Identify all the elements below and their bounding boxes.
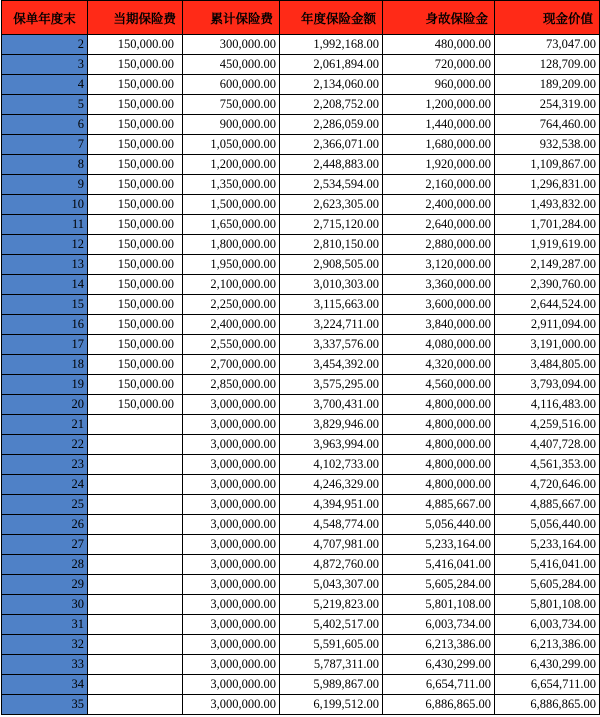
- header-death-benefit: 身故保险金: [383, 1, 495, 35]
- table-row: [2, 35, 600, 55]
- annual-sum-insured-cell: 3,454,392.00: [280, 355, 383, 375]
- cash-value-cell: 2,390,760.00: [495, 275, 600, 295]
- cumulative-premium-cell: 3,000,000.00: [183, 595, 280, 615]
- table-row: [2, 595, 600, 615]
- death-benefit-cell: 1,920,000.00: [383, 155, 495, 175]
- table-row: [2, 415, 600, 435]
- death-benefit-cell: 6,430,299.00: [383, 655, 495, 675]
- current-premium-cell: [88, 435, 183, 455]
- current-premium-cell: 150,000.00: [88, 115, 183, 135]
- annual-sum-insured-cell: 2,366,071.00: [280, 135, 383, 155]
- cash-value-cell: 1,493,832.00: [495, 195, 600, 215]
- annual-sum-insured-cell: 1,992,168.00: [280, 35, 383, 55]
- cash-value-cell: 254,319.00: [495, 95, 600, 115]
- current-premium-cell: 150,000.00: [88, 295, 183, 315]
- cumulative-premium-cell: 2,700,000.00: [183, 355, 280, 375]
- policy-year-cell: 3: [2, 55, 88, 75]
- policy-year-cell: 12: [2, 235, 88, 255]
- annual-sum-insured-cell: 5,043,307.00: [280, 575, 383, 595]
- cumulative-premium-cell: 600,000.00: [183, 75, 280, 95]
- cumulative-premium-cell: 3,000,000.00: [183, 555, 280, 575]
- header-annual-sum-insured: 年度保险金额: [280, 1, 383, 35]
- death-benefit-cell: 4,800,000.00: [383, 475, 495, 495]
- cash-value-cell: 5,605,284.00: [495, 575, 600, 595]
- policy-year-cell: 22: [2, 435, 88, 455]
- table-header: [2, 1, 600, 35]
- cash-value-cell: 4,561,353.00: [495, 455, 600, 475]
- current-premium-cell: 150,000.00: [88, 255, 183, 275]
- current-premium-cell: [88, 615, 183, 635]
- death-benefit-cell: 5,233,164.00: [383, 535, 495, 555]
- policy-year-cell: 26: [2, 515, 88, 535]
- table-row: [2, 55, 600, 75]
- cash-value-cell: 4,259,516.00: [495, 415, 600, 435]
- insurance-benefit-table: [1, 0, 600, 715]
- death-benefit-cell: 2,160,000.00: [383, 175, 495, 195]
- death-benefit-cell: 2,880,000.00: [383, 235, 495, 255]
- death-benefit-cell: 1,440,000.00: [383, 115, 495, 135]
- table-row: [2, 175, 600, 195]
- table-row: [2, 375, 600, 395]
- annual-sum-insured-cell: 2,208,752.00: [280, 95, 383, 115]
- policy-year-cell: 7: [2, 135, 88, 155]
- annual-sum-insured-cell: 5,591,605.00: [280, 635, 383, 655]
- current-premium-cell: [88, 475, 183, 495]
- cash-value-cell: 6,213,386.00: [495, 635, 600, 655]
- policy-year-cell: 11: [2, 215, 88, 235]
- policy-year-cell: 28: [2, 555, 88, 575]
- death-benefit-cell: 1,680,000.00: [383, 135, 495, 155]
- policy-year-cell: 23: [2, 455, 88, 475]
- current-premium-cell: 150,000.00: [88, 35, 183, 55]
- current-premium-cell: [88, 675, 183, 695]
- cash-value-cell: 1,701,284.00: [495, 215, 600, 235]
- cash-value-cell: 73,047.00: [495, 35, 600, 55]
- annual-sum-insured-cell: 3,010,303.00: [280, 275, 383, 295]
- death-benefit-cell: 5,056,440.00: [383, 515, 495, 535]
- cumulative-premium-cell: 3,000,000.00: [183, 495, 280, 515]
- death-benefit-cell: 4,800,000.00: [383, 455, 495, 475]
- cumulative-premium-cell: 3,000,000.00: [183, 655, 280, 675]
- death-benefit-cell: 4,800,000.00: [383, 435, 495, 455]
- cash-value-cell: 4,407,728.00: [495, 435, 600, 455]
- cash-value-cell: 764,460.00: [495, 115, 600, 135]
- cash-value-cell: 2,911,094.00: [495, 315, 600, 335]
- cumulative-premium-cell: 2,250,000.00: [183, 295, 280, 315]
- cash-value-cell: 5,233,164.00: [495, 535, 600, 555]
- policy-year-cell: 14: [2, 275, 88, 295]
- cumulative-premium-cell: 1,350,000.00: [183, 175, 280, 195]
- cash-value-cell: 2,149,287.00: [495, 255, 600, 275]
- cash-value-cell: 5,801,108.00: [495, 595, 600, 615]
- current-premium-cell: 150,000.00: [88, 195, 183, 215]
- death-benefit-cell: 4,800,000.00: [383, 395, 495, 415]
- policy-year-cell: 9: [2, 175, 88, 195]
- current-premium-cell: [88, 555, 183, 575]
- policy-year-cell: 33: [2, 655, 88, 675]
- cash-value-cell: 4,720,646.00: [495, 475, 600, 495]
- cash-value-cell: 1,296,831.00: [495, 175, 600, 195]
- table-row: [2, 155, 600, 175]
- death-benefit-cell: 4,885,667.00: [383, 495, 495, 515]
- cumulative-premium-cell: 3,000,000.00: [183, 635, 280, 655]
- current-premium-cell: 150,000.00: [88, 275, 183, 295]
- death-benefit-cell: 3,840,000.00: [383, 315, 495, 335]
- table-row: [2, 275, 600, 295]
- annual-sum-insured-cell: 3,700,431.00: [280, 395, 383, 415]
- death-benefit-cell: 6,886,865.00: [383, 695, 495, 715]
- annual-sum-insured-cell: 2,810,150.00: [280, 235, 383, 255]
- policy-year-cell: 18: [2, 355, 88, 375]
- cash-value-cell: 6,886,865.00: [495, 695, 600, 715]
- cash-value-cell: 5,056,440.00: [495, 515, 600, 535]
- annual-sum-insured-cell: 4,548,774.00: [280, 515, 383, 535]
- policy-year-cell: 24: [2, 475, 88, 495]
- policy-year-cell: 20: [2, 395, 88, 415]
- cumulative-premium-cell: 3,000,000.00: [183, 415, 280, 435]
- cumulative-premium-cell: 3,000,000.00: [183, 395, 280, 415]
- current-premium-cell: [88, 595, 183, 615]
- policy-year-cell: 27: [2, 535, 88, 555]
- table-row: [2, 695, 600, 715]
- annual-sum-insured-cell: 3,829,946.00: [280, 415, 383, 435]
- current-premium-cell: [88, 415, 183, 435]
- cash-value-cell: 1,109,867.00: [495, 155, 600, 175]
- annual-sum-insured-cell: 3,115,663.00: [280, 295, 383, 315]
- table-row: [2, 115, 600, 135]
- current-premium-cell: 150,000.00: [88, 95, 183, 115]
- cumulative-premium-cell: 3,000,000.00: [183, 675, 280, 695]
- policy-year-cell: 35: [2, 695, 88, 715]
- header-current-premium: 当期保险费: [88, 1, 183, 35]
- annual-sum-insured-cell: 4,872,760.00: [280, 555, 383, 575]
- cumulative-premium-cell: 2,100,000.00: [183, 275, 280, 295]
- table-row: [2, 135, 600, 155]
- header-policy-year: 保单年度末: [2, 1, 88, 35]
- annual-sum-insured-cell: 5,989,867.00: [280, 675, 383, 695]
- table-row: [2, 575, 600, 595]
- current-premium-cell: [88, 495, 183, 515]
- policy-year-cell: 6: [2, 115, 88, 135]
- death-benefit-cell: 6,003,734.00: [383, 615, 495, 635]
- table-row: [2, 655, 600, 675]
- table-row: [2, 555, 600, 575]
- current-premium-cell: 150,000.00: [88, 315, 183, 335]
- annual-sum-insured-cell: 2,448,883.00: [280, 155, 383, 175]
- table-row: [2, 95, 600, 115]
- death-benefit-cell: 2,640,000.00: [383, 215, 495, 235]
- policy-year-cell: 5: [2, 95, 88, 115]
- policy-year-cell: 34: [2, 675, 88, 695]
- current-premium-cell: 150,000.00: [88, 335, 183, 355]
- cash-value-cell: 5,416,041.00: [495, 555, 600, 575]
- cumulative-premium-cell: 2,550,000.00: [183, 335, 280, 355]
- current-premium-cell: 150,000.00: [88, 375, 183, 395]
- table-row: [2, 255, 600, 275]
- cumulative-premium-cell: 1,050,000.00: [183, 135, 280, 155]
- cumulative-premium-cell: 2,850,000.00: [183, 375, 280, 395]
- cumulative-premium-cell: 3,000,000.00: [183, 575, 280, 595]
- cumulative-premium-cell: 300,000.00: [183, 35, 280, 55]
- policy-year-cell: 2: [2, 35, 88, 55]
- current-premium-cell: [88, 575, 183, 595]
- header-cumulative-premium: 累计保险费: [183, 1, 280, 35]
- death-benefit-cell: 960,000.00: [383, 75, 495, 95]
- annual-sum-insured-cell: 4,102,733.00: [280, 455, 383, 475]
- death-benefit-cell: 5,416,041.00: [383, 555, 495, 575]
- cash-value-cell: 4,885,667.00: [495, 495, 600, 515]
- cumulative-premium-cell: 1,200,000.00: [183, 155, 280, 175]
- cash-value-cell: 3,484,805.00: [495, 355, 600, 375]
- annual-sum-insured-cell: 2,134,060.00: [280, 75, 383, 95]
- table-row: [2, 395, 600, 415]
- table-row: [2, 355, 600, 375]
- cumulative-premium-cell: 3,000,000.00: [183, 515, 280, 535]
- death-benefit-cell: 4,080,000.00: [383, 335, 495, 355]
- table-row: [2, 535, 600, 555]
- table-row: [2, 635, 600, 655]
- table-row: [2, 495, 600, 515]
- death-benefit-cell: 3,600,000.00: [383, 295, 495, 315]
- annual-sum-insured-cell: 3,224,711.00: [280, 315, 383, 335]
- table-row: [2, 215, 600, 235]
- policy-year-cell: 30: [2, 595, 88, 615]
- annual-sum-insured-cell: 4,246,329.00: [280, 475, 383, 495]
- table-row: [2, 675, 600, 695]
- cumulative-premium-cell: 1,650,000.00: [183, 215, 280, 235]
- table-row: [2, 75, 600, 95]
- table-row: [2, 475, 600, 495]
- table-row: [2, 615, 600, 635]
- cumulative-premium-cell: 2,400,000.00: [183, 315, 280, 335]
- cumulative-premium-cell: 3,000,000.00: [183, 695, 280, 715]
- cumulative-premium-cell: 450,000.00: [183, 55, 280, 75]
- death-benefit-cell: 480,000.00: [383, 35, 495, 55]
- current-premium-cell: 150,000.00: [88, 215, 183, 235]
- cumulative-premium-cell: 3,000,000.00: [183, 435, 280, 455]
- annual-sum-insured-cell: 2,908,505.00: [280, 255, 383, 275]
- policy-year-cell: 21: [2, 415, 88, 435]
- cash-value-cell: 6,654,711.00: [495, 675, 600, 695]
- table-row: [2, 335, 600, 355]
- policy-year-cell: 10: [2, 195, 88, 215]
- cash-value-cell: 6,430,299.00: [495, 655, 600, 675]
- current-premium-cell: 150,000.00: [88, 175, 183, 195]
- current-premium-cell: 150,000.00: [88, 235, 183, 255]
- cumulative-premium-cell: 750,000.00: [183, 95, 280, 115]
- header-row: [2, 1, 600, 35]
- death-benefit-cell: 4,800,000.00: [383, 415, 495, 435]
- cumulative-premium-cell: 1,500,000.00: [183, 195, 280, 215]
- cash-value-cell: 2,644,524.00: [495, 295, 600, 315]
- death-benefit-cell: 5,605,284.00: [383, 575, 495, 595]
- current-premium-cell: 150,000.00: [88, 55, 183, 75]
- cash-value-cell: 932,538.00: [495, 135, 600, 155]
- cumulative-premium-cell: 1,800,000.00: [183, 235, 280, 255]
- table-row: [2, 455, 600, 475]
- cash-value-cell: 6,003,734.00: [495, 615, 600, 635]
- header-cash-value: 现金价值: [495, 1, 600, 35]
- death-benefit-cell: 6,213,386.00: [383, 635, 495, 655]
- annual-sum-insured-cell: 3,963,994.00: [280, 435, 383, 455]
- death-benefit-cell: 720,000.00: [383, 55, 495, 75]
- table-body: [2, 35, 600, 715]
- death-benefit-cell: 3,120,000.00: [383, 255, 495, 275]
- policy-year-cell: 17: [2, 335, 88, 355]
- annual-sum-insured-cell: 5,219,823.00: [280, 595, 383, 615]
- policy-year-cell: 31: [2, 615, 88, 635]
- cash-value-cell: 189,209.00: [495, 75, 600, 95]
- annual-sum-insured-cell: 2,715,120.00: [280, 215, 383, 235]
- policy-year-cell: 16: [2, 315, 88, 335]
- death-benefit-cell: 4,320,000.00: [383, 355, 495, 375]
- policy-year-cell: 15: [2, 295, 88, 315]
- current-premium-cell: [88, 455, 183, 475]
- policy-year-cell: 4: [2, 75, 88, 95]
- annual-sum-insured-cell: 5,787,311.00: [280, 655, 383, 675]
- current-premium-cell: 150,000.00: [88, 75, 183, 95]
- annual-sum-insured-cell: 3,575,295.00: [280, 375, 383, 395]
- cumulative-premium-cell: 1,950,000.00: [183, 255, 280, 275]
- table-row: [2, 235, 600, 255]
- death-benefit-cell: 6,654,711.00: [383, 675, 495, 695]
- death-benefit-cell: 1,200,000.00: [383, 95, 495, 115]
- current-premium-cell: [88, 515, 183, 535]
- policy-year-cell: 13: [2, 255, 88, 275]
- policy-year-cell: 19: [2, 375, 88, 395]
- current-premium-cell: 150,000.00: [88, 395, 183, 415]
- policy-year-cell: 25: [2, 495, 88, 515]
- cumulative-premium-cell: 3,000,000.00: [183, 535, 280, 555]
- current-premium-cell: [88, 635, 183, 655]
- table-row: [2, 515, 600, 535]
- current-premium-cell: 150,000.00: [88, 135, 183, 155]
- annual-sum-insured-cell: 4,707,981.00: [280, 535, 383, 555]
- current-premium-cell: 150,000.00: [88, 155, 183, 175]
- death-benefit-cell: 2,400,000.00: [383, 195, 495, 215]
- current-premium-cell: [88, 535, 183, 555]
- policy-year-cell: 32: [2, 635, 88, 655]
- current-premium-cell: 150,000.00: [88, 355, 183, 375]
- cumulative-premium-cell: 3,000,000.00: [183, 615, 280, 635]
- annual-sum-insured-cell: 2,286,059.00: [280, 115, 383, 135]
- annual-sum-insured-cell: 2,623,305.00: [280, 195, 383, 215]
- annual-sum-insured-cell: 3,337,576.00: [280, 335, 383, 355]
- cash-value-cell: 128,709.00: [495, 55, 600, 75]
- table-row: [2, 295, 600, 315]
- annual-sum-insured-cell: 5,402,517.00: [280, 615, 383, 635]
- cash-value-cell: 3,191,000.00: [495, 335, 600, 355]
- annual-sum-insured-cell: 4,394,951.00: [280, 495, 383, 515]
- cumulative-premium-cell: 3,000,000.00: [183, 455, 280, 475]
- policy-year-cell: 29: [2, 575, 88, 595]
- cumulative-premium-cell: 900,000.00: [183, 115, 280, 135]
- cash-value-cell: 4,116,483.00: [495, 395, 600, 415]
- current-premium-cell: [88, 695, 183, 715]
- death-benefit-cell: 5,801,108.00: [383, 595, 495, 615]
- death-benefit-cell: 4,560,000.00: [383, 375, 495, 395]
- annual-sum-insured-cell: 2,061,894.00: [280, 55, 383, 75]
- annual-sum-insured-cell: 2,534,594.00: [280, 175, 383, 195]
- cumulative-premium-cell: 3,000,000.00: [183, 475, 280, 495]
- policy-year-cell: 8: [2, 155, 88, 175]
- annual-sum-insured-cell: 6,199,512.00: [280, 695, 383, 715]
- table-row: [2, 195, 600, 215]
- current-premium-cell: [88, 655, 183, 675]
- cash-value-cell: 3,793,094.00: [495, 375, 600, 395]
- cash-value-cell: 1,919,619.00: [495, 235, 600, 255]
- table-row: [2, 435, 600, 455]
- table-row: [2, 315, 600, 335]
- death-benefit-cell: 3,360,000.00: [383, 275, 495, 295]
